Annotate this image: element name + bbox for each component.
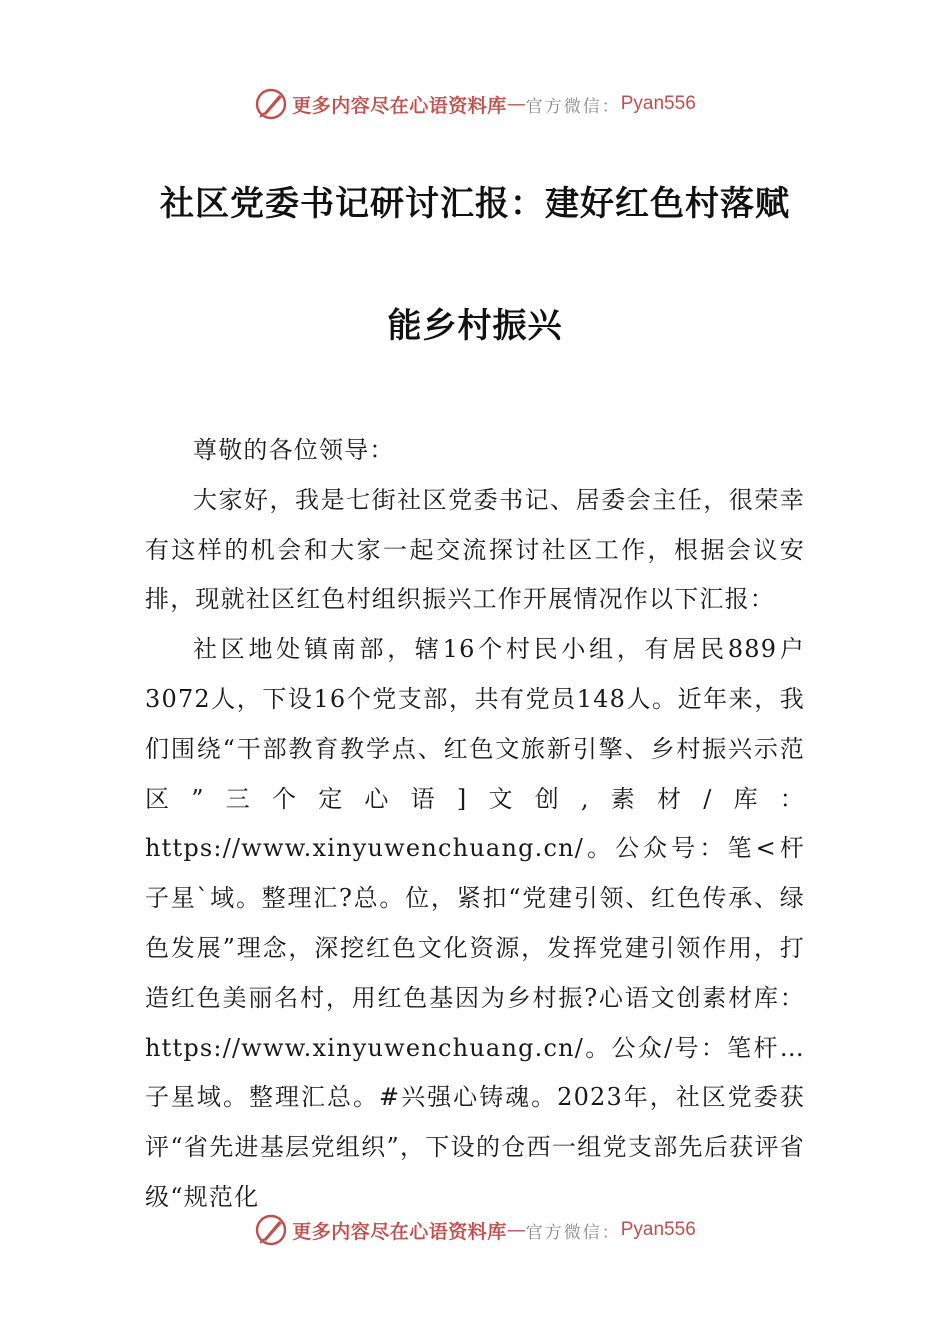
watermark-main-text: 更多内容尽在心语资料库 (292, 94, 507, 117)
footer-watermark (0, 1210, 950, 1250)
watermark-sub-text: 官方微信： (525, 1222, 621, 1243)
document-body (145, 426, 805, 1223)
document-title-line-1: 社区党委书记研讨汇报：建好红色村落赋 (160, 184, 790, 224)
quill-logo-icon (254, 1213, 288, 1247)
overview-paragraph: 社区地处镇南部，辖16个村民小组，有居民889户3072人，下设16个党支部，共有党员148人。近年来，我们围绕“干部教育教学点、红色文旅新引擎、乡村振兴示范区”三个定心语]文创,素材/库：https://www.xinyuwenchuang.cn/。公众号：笔<杆子星`域。整理汇?总。位，紧扣“党建引领、红色传承、绿色发展”理念，深挖红色文化资源，发挥党建引领作用，打造红色美丽名村，用红色基因为乡村振?心语文创素材库：https://www.xinyuwenchuang.cn/。公众/号：笔杆…子星域。整理汇总。#兴强心铸魂。2023年，社区党委获评“省先进基层党组织”，下设的仓西一组党支部先后获评省级“规范化 (145, 635, 805, 1211)
watermark-sub-text: 官方微信： (525, 96, 621, 117)
salutation-paragraph: 尊敬的各位领导： (193, 436, 395, 464)
watermark-separator: — (506, 1219, 526, 1241)
watermark-main-text: 更多内容尽在心语资料库 (292, 1220, 507, 1243)
watermark-wechat-id: Pyan556 (620, 1219, 696, 1240)
greeting-paragraph: 大家好，我是七街社区党委书记、居委会主任，很荣幸有这样的机会和大家一起交流探讨社区工作，根据会议安排，现就社区红色村组织振兴工作开展情况作以下汇报： (145, 485, 805, 614)
watermark-separator: — (506, 93, 526, 115)
watermark-wechat-id: Pyan556 (620, 93, 696, 114)
document-title-line-2: 能乡村振兴 (387, 306, 563, 346)
header-watermark (0, 84, 950, 124)
quill-logo-icon (254, 87, 288, 121)
